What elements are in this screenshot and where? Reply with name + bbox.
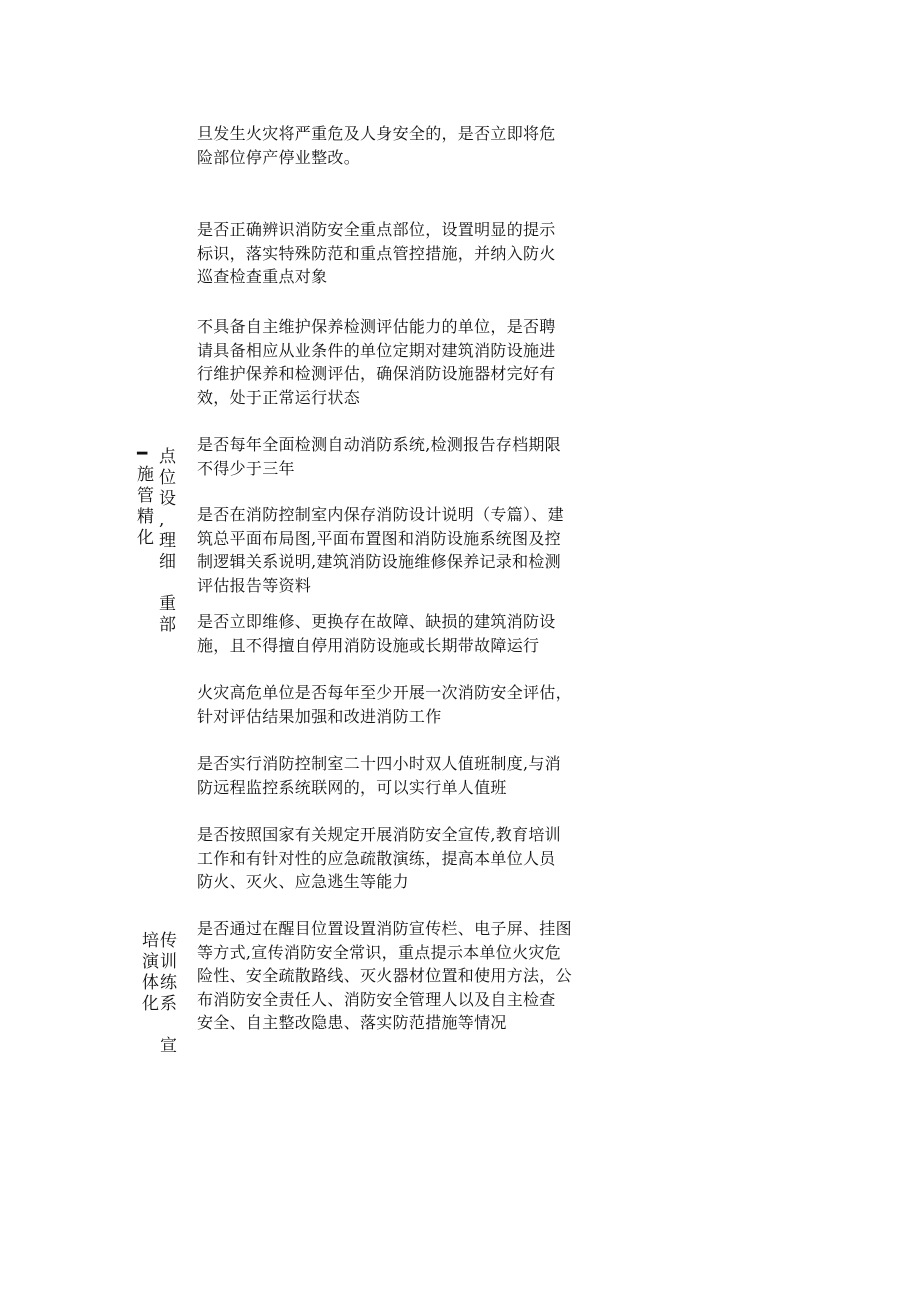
checklist-item: 是否实行消防控制室二十四小时双人值班制度,与消 防远程监控系统联网的，可以实行单人值班 — [197, 754, 561, 797]
checklist-item: 是否每年全面检测自动消防系统,检测报告存档期限 不得少于三年 — [197, 435, 561, 478]
section-label-publicity-col1: 培 演 体 化 — [142, 931, 159, 1014]
checklist-item: 是否通过在醒目位置设置消防宣传栏、电子屏、挂图 等方式,宣传消防安全常识，重点提示本单位火灾危 险性、安全疏散路线、灭火器材位置和使用方法，公 布消防安全责任人、消防安全管理人以及自主检查 安全、自主整改隐患、落实防范措施等情况 — [197, 919, 572, 1032]
section-label-key-parts-col1: ━ 施 管 精 化 — [137, 444, 154, 548]
checklist-item: 是否在消防控制室内保存消防设计说明（专篇）、建 筑总平面布局图,平面布置图和消防设施系统图及控 制逻辑关系说明,建筑消防设施维修保养记录和检测 评估报告等资料 — [197, 505, 564, 595]
checklist-item: 旦发生火灾将严重危及人身安全的，是否立即将危 险部位停产停业整改。 — [197, 124, 556, 167]
checklist-item: 火灾高危单位是否每年至少开展一次消防安全评估， 针对评估结果加强和改进消防工作 — [197, 683, 572, 726]
checklist-item: 不具备自主维护保养检测评估能力的单位，是否聘 请具备相应从业条件的单位定期对建筑消防设施进 行维护保养和检测评估，确保消防设施器材完好有 效，处于正常运行状态 — [197, 317, 556, 407]
checklist-item: 是否正确辨识消防安全重点部位，设置明显的提示 标识，落实特殊防范和重点管控措施，并纳入防火 巡查检查重点对象 — [197, 220, 556, 286]
checklist-item: 是否立即维修、更换存在故障、缺损的建筑消防设 施，且不得擅自停用消防设施或长期带故障运行 — [197, 612, 556, 655]
section-label-publicity-col2: 传 训 练 系 宣 — [160, 931, 177, 1056]
checklist-item: 是否按照国家有关规定开展消防安全宣传,教育培训 工作和有针对性的应急疏散演练，提高本单位人员 防火、灭火、应急逃生等能力 — [197, 825, 561, 891]
section-label-key-parts-col2: 点 位 设 , 理 细 重 部 — [159, 447, 176, 635]
